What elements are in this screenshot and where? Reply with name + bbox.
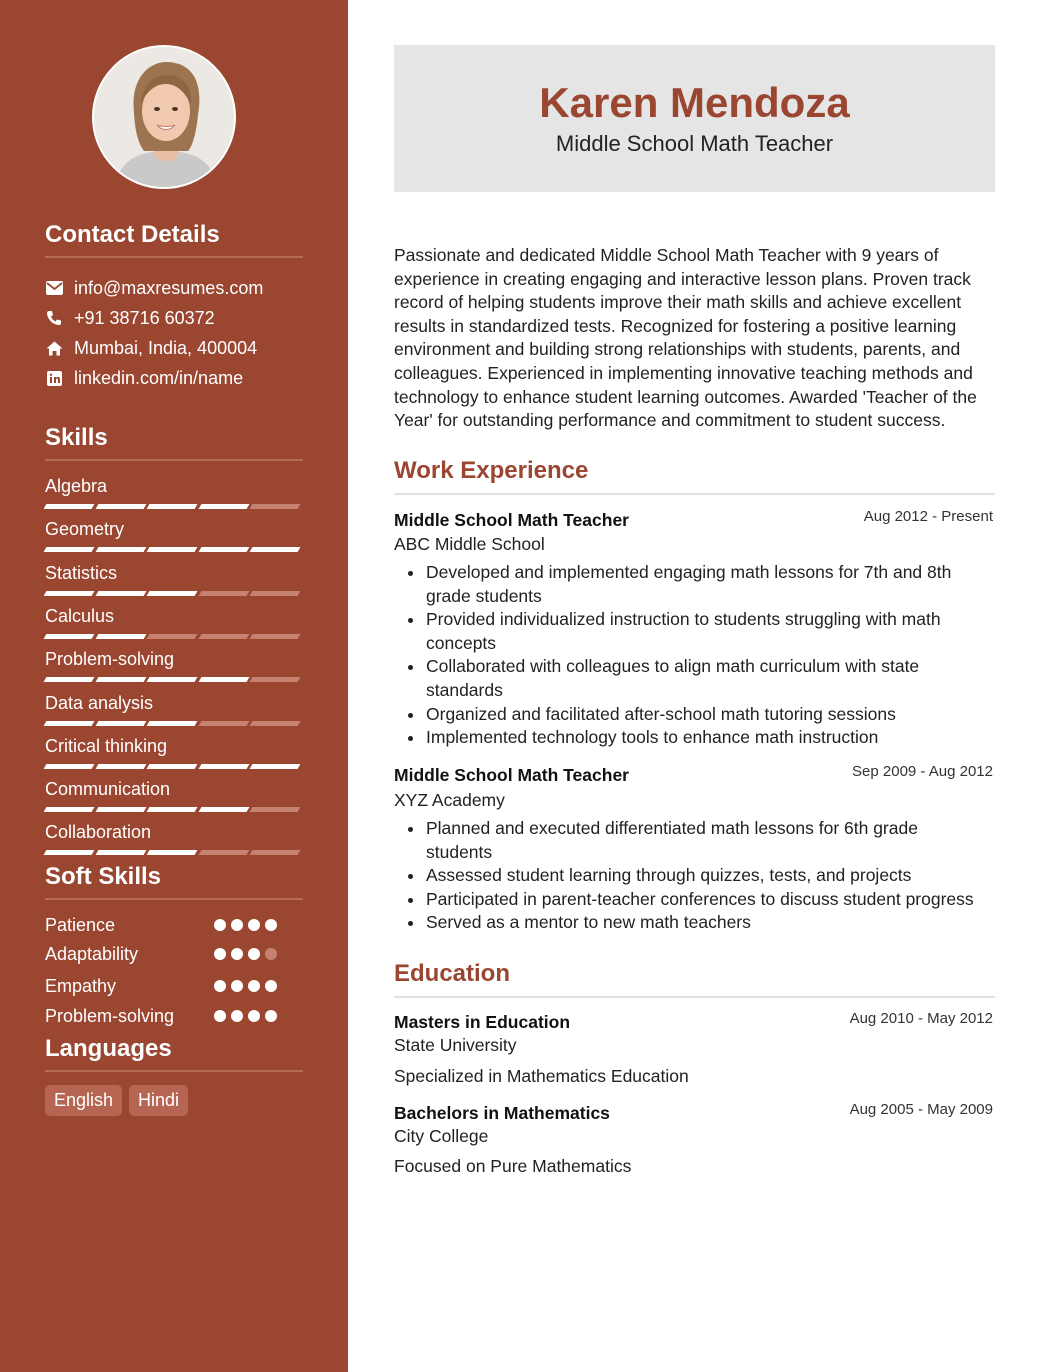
skill-level-bar <box>45 677 303 682</box>
rating-dot <box>248 919 260 931</box>
skill-level-segment <box>147 504 197 509</box>
linkedin-icon <box>45 369 63 387</box>
rating-dot <box>231 948 243 960</box>
language-chip-hindi: Hindi <box>129 1085 188 1116</box>
job-organization: ABC Middle School <box>394 534 545 554</box>
job-dates: Sep 2009 - Aug 2012 <box>852 763 993 780</box>
rating-dot <box>214 1010 226 1022</box>
soft-skill-rating <box>214 1010 282 1022</box>
skill-level-segment <box>198 850 248 855</box>
skill-level-segment <box>95 764 145 769</box>
skill-name: Geometry <box>45 519 125 540</box>
skill-level-segment <box>250 634 300 639</box>
skill-level-segment <box>44 547 94 552</box>
soft-skill-name: Problem-solving <box>45 1006 175 1026</box>
skill-level-segment <box>95 591 145 596</box>
degree-dates: Aug 2005 - May 2009 <box>849 1101 993 1118</box>
soft-skills-heading: Soft Skills <box>45 863 303 900</box>
rating-dot <box>214 980 226 992</box>
work-experience-heading: Work Experience <box>394 457 995 495</box>
skill-level-segment <box>95 721 145 726</box>
degree-note: Focused on Pure Mathematics <box>394 1156 632 1176</box>
degree-dates: Aug 2010 - May 2012 <box>849 1010 993 1027</box>
skill-level-segment <box>198 591 248 596</box>
contact-phone[interactable] <box>45 306 215 330</box>
skill-level-bar <box>45 764 303 769</box>
bullet-item: Implemented technology tools to enhance math instruction <box>426 726 986 750</box>
skill-level-segment <box>95 850 145 855</box>
rating-dot <box>231 1010 243 1022</box>
name-header <box>394 45 995 192</box>
rating-dot <box>265 948 277 960</box>
skill-level-segment <box>95 807 145 812</box>
skill-level-segment <box>95 634 145 639</box>
sidebar <box>0 0 348 1372</box>
contact-address-text: Mumbai, India, 400004 <box>74 337 258 358</box>
contact-linkedin[interactable] <box>45 366 243 390</box>
job-dates: Aug 2012 - Present <box>863 508 993 525</box>
skill-level-segment <box>147 591 197 596</box>
skill-level-bar <box>45 721 303 726</box>
skill-level-segment <box>44 721 94 726</box>
skill-level-segment <box>95 547 145 552</box>
skill-level-segment <box>147 677 197 682</box>
soft-skill-rating <box>214 980 282 992</box>
skill-level-segment <box>198 504 248 509</box>
skill-name: Statistics <box>45 562 118 583</box>
skill-level-segment <box>44 591 94 596</box>
candidate-role: Middle School Math Teacher <box>555 131 834 156</box>
job-title: Middle School Math Teacher <box>394 510 629 530</box>
phone-icon <box>45 309 63 327</box>
job-title: Middle School Math Teacher <box>394 765 629 785</box>
language-chip-english: English <box>45 1085 122 1116</box>
skill-name: Critical thinking <box>45 735 168 756</box>
skill-level-segment <box>147 721 197 726</box>
skill-level-segment <box>250 547 300 552</box>
skill-level-segment <box>250 677 300 682</box>
skill-level-segment <box>147 634 197 639</box>
school-name: City College <box>394 1126 489 1146</box>
contact-address <box>45 336 257 360</box>
bullet-item: Developed and implemented engaging math lessons for 7th and 8th grade students <box>426 561 986 608</box>
contact-email-text: info@maxresumes.com <box>74 277 264 298</box>
degree-title: Masters in Education <box>394 1012 571 1032</box>
languages-heading: Languages <box>45 1035 303 1072</box>
bullet-item: Planned and executed differentiated math lessons for 6th grade students <box>426 817 986 864</box>
bullet-item: Provided individualized instruction to students struggling with math concepts <box>426 608 986 655</box>
skill-level-segment <box>198 721 248 726</box>
skill-level-segment <box>250 850 300 855</box>
skill-level-segment <box>147 807 197 812</box>
skill-level-bar <box>45 850 303 855</box>
education-heading: Education <box>394 960 995 998</box>
degree-title: Bachelors in Mathematics <box>394 1103 610 1123</box>
skill-level-segment <box>147 850 197 855</box>
job-organization: XYZ Academy <box>394 790 505 810</box>
skill-level-segment <box>250 504 300 509</box>
skill-name: Data analysis <box>45 692 154 713</box>
skill-level-segment <box>44 764 94 769</box>
skill-level-segment <box>44 850 94 855</box>
rating-dot <box>231 980 243 992</box>
rating-dot <box>231 919 243 931</box>
bullet-item: Assessed student learning through quizzes, tests, and projects <box>426 864 986 888</box>
skill-level-segment <box>250 807 300 812</box>
soft-skill-name: Adaptability <box>45 944 139 964</box>
skill-level-segment <box>44 634 94 639</box>
skill-level-segment <box>147 764 197 769</box>
contact-phone-text: +91 38716 60372 <box>74 307 215 328</box>
avatar <box>92 45 236 189</box>
skill-level-segment <box>95 504 145 509</box>
degree-note: Specialized in Mathematics Education <box>394 1066 689 1086</box>
rating-dot <box>248 948 260 960</box>
skill-level-segment <box>44 677 94 682</box>
bullet-item: Served as a mentor to new math teachers <box>426 911 986 935</box>
bullet-item: Collaborated with colleagues to align math curriculum with state standards <box>426 655 986 702</box>
skill-level-bar <box>45 504 303 509</box>
rating-dot <box>265 919 277 931</box>
soft-skill-rating <box>214 919 282 931</box>
contact-email[interactable] <box>45 276 263 300</box>
skill-name: Communication <box>45 779 171 800</box>
candidate-name: Karen Mendoza <box>539 79 850 126</box>
skill-name: Collaboration <box>45 822 152 843</box>
skill-level-segment <box>198 807 248 812</box>
rating-dot <box>214 919 226 931</box>
skill-level-segment <box>44 504 94 509</box>
bullet-item: Participated in parent-teacher conferences to discuss student progress <box>426 888 986 912</box>
skill-level-segment <box>250 591 300 596</box>
skill-level-bar <box>45 634 303 639</box>
bullet-item: Organized and facilitated after-school math tutoring sessions <box>426 703 986 727</box>
contact-linkedin-text: linkedin.com/in/name <box>74 367 244 388</box>
skill-name: Calculus <box>45 605 115 626</box>
rating-dot <box>265 1010 277 1022</box>
skill-level-segment <box>250 721 300 726</box>
skill-name: Problem-solving <box>45 649 175 670</box>
rating-dot <box>265 980 277 992</box>
profile-photo <box>94 47 236 189</box>
soft-skill-rating <box>214 948 282 960</box>
skills-heading: Skills <box>45 424 303 461</box>
envelope-icon <box>45 279 63 297</box>
skill-level-bar <box>45 547 303 552</box>
skill-level-bar <box>45 807 303 812</box>
skill-level-segment <box>250 764 300 769</box>
rating-dot <box>214 948 226 960</box>
rating-dot <box>248 980 260 992</box>
contact-heading: Contact Details <box>45 221 303 258</box>
job-bullets <box>426 817 986 935</box>
home-icon <box>45 339 63 357</box>
skill-level-bar <box>45 591 303 596</box>
skill-level-segment <box>95 677 145 682</box>
skill-level-segment <box>147 547 197 552</box>
job-bullets <box>426 561 986 750</box>
skill-level-segment <box>198 677 248 682</box>
soft-skill-name: Patience <box>45 915 116 935</box>
skill-level-segment <box>198 634 248 639</box>
skill-name: Algebra <box>45 476 108 496</box>
profile-summary: Passionate and dedicated Middle School Math Teacher with 9 years of experience in creating engaging and interactive lesson plans. Proven track record of helping students improve their math skills and achieve excellent results in standardized tests. Recognized for fostering a positive learning environment and building strong relationships with students, parents, and colleagues. Experienced in implementing innovative teaching methods and technology to enhance student learning outcomes. Awarded 'Teacher of the Year' for outstanding performance and commitment to student success. <box>394 245 977 431</box>
skill-level-segment <box>44 807 94 812</box>
skill-level-segment <box>198 547 248 552</box>
skill-level-segment <box>198 764 248 769</box>
school-name: State University <box>394 1035 517 1055</box>
soft-skill-name: Empathy <box>45 976 117 996</box>
rating-dot <box>248 1010 260 1022</box>
